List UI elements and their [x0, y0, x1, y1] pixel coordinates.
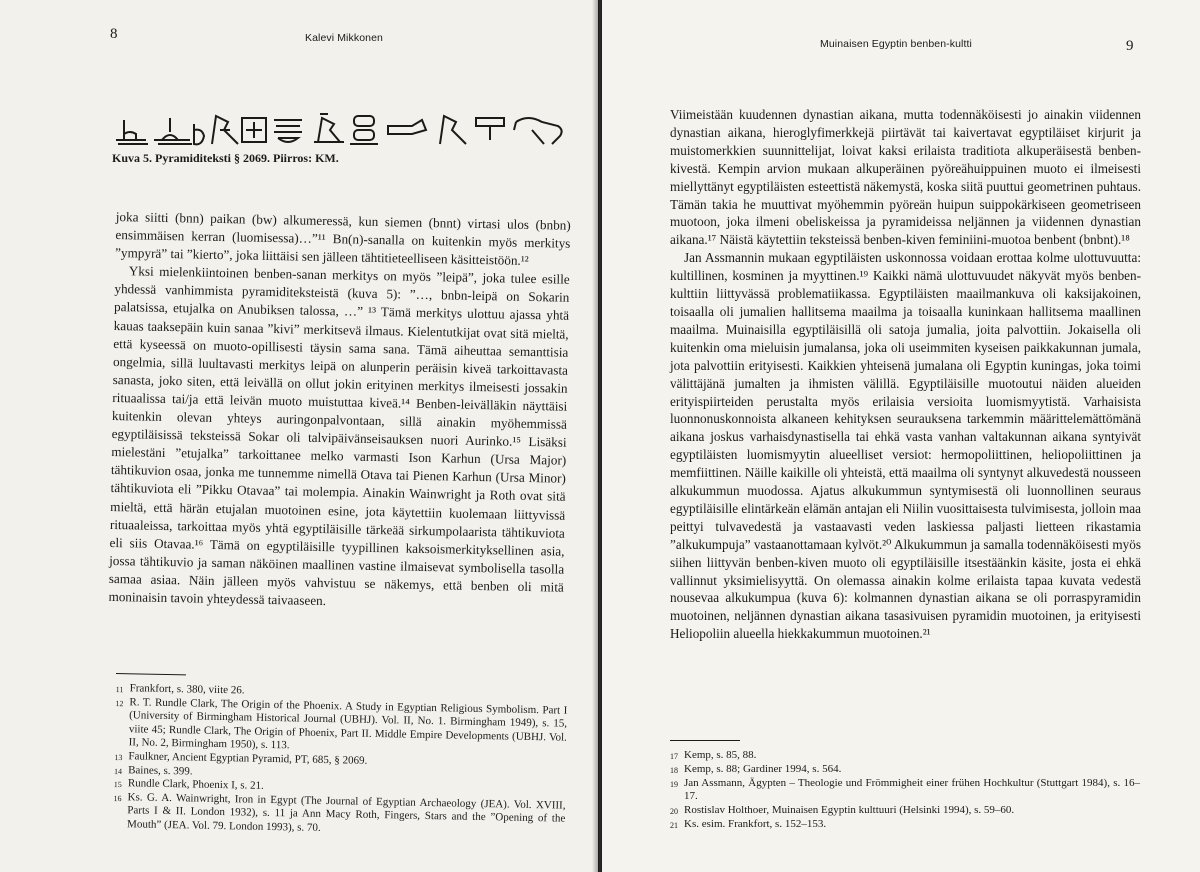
right-page [602, 0, 1200, 872]
footnote: 15 Rundle Clark, Phoenix I, s. 21. [113, 777, 264, 793]
footnote: 18 Kemp, s. 88; Gardiner 1994, s. 564. [670, 762, 842, 775]
footnote: 20 Rostislav Holthoer, Muinaisen Egyptin kulttuuri (Helsinki 1994), s. 59–60. [670, 804, 1015, 817]
paragraph: Jan Assmannin mukaan egyptiläisten uskonnossa voidaan erottaa kolme ulottuvuutta: kultillinen, kosminen ja myyttinen.¹⁹ Kaikki nämä ulottuvuudet näkyvät myös benben-kulttiin liittyvässä problematiikassa. Egyptiläisten maailmankuva oli kaksijakoinen, toisaalla oli jumalien hallitsema maailma ja toisaalla kuninkaan hallitsema maallinen maailma. Muinaisilla egyptiläisillä oli satoja jumalia, joita palvottiin. Jokaisella oli kuitenkin oma mieluisin jumalansa, joka oli useimmiten kyseisen paikkakunnan jumala, jota palvottiin erityisesti. Kaikkien yhteisenä jumalana oli Egyptin kuningas, joka toimi välittäjänä jumalten ja ihmisten välillä. Egyptiläisille muotoutui näiden alueiden erityispiirteiden perustalta myös erilaisia versioita luomismyytistä. Varhaisista luonnonuskonnoista alkaneen kehityksen seurauksena tarkemmin määrittelemättömänä aikana joskus varhaisdynastisella tai ehkä vasta vanhan valtakunnan aikana syntyivät egyptiläisten luomismyytin alueelliset versiot: hermopoliittinen, heliopoliittinen ja memfiittinen. Näille kaikille oli yhteistä, että maailma oli syntynyt alkuvedestä nousseen alkukummun muodossa. Ajatus alkukummun syntymisestä oli luonnollinen seuraus egyptiläisille elintärkeän elämän antajan eli Niilin vuosittaisesta tulvimisesta, jolloin maa peittyi tulvavedestä ja vastaavasti veden laskiessa paljasti lietteen rikastamia ”alkukumpuja” vastaanottamaan kylvöt.²⁰ Alkukummun ja samalla todennäköisesti myös siihen liittyvän benben-kiven muoto oli egyptiläisille itsestäänkin käsite, josta ei ehkä vallinnut yksimielisyyttä. On olemassa ainakin kolme erilaista tapaa kuvata vedestä nousevaa alkukumpua (kuva 6): kolmannen dynastian aikana se oli porraspyramidin muotoinen, neljännen dynastian aikana tasasivuisen pyramidin muotoinen, ja erityisesti Heliopoliin alueella hiekkakummun muotoinen.²¹ [670, 250, 1141, 642]
paragraph: joka siitti (bnn) paikan (bw) alkumeressä, kun siemen (bnnt) virtasi ulos (bnbn) ensimmäisen kerran (luomisessa)…”¹¹ Bn(n)-sanalla on kuitenkin myös merkitys ”ympyrä” tai ”kierto”, joka liittäisi sen jälleen tähtitieteelliseen käsitteistöön.¹² [114, 208, 571, 269]
footnote: 17 Kemp, s. 85, 88. [670, 749, 757, 761]
paragraph: Yksi mielenkiintoinen benben-sanan merkitys on myös ”leipä”, joka tulee esille yhdessä vanhimmista pyramiditeksteistä (kuva 5): ”…, bnbn-leipä on Sokarin palatsissa, etujalka on Anubiksen talossa, …” ¹³ Tämä merkitys ulottuu ajassa yhtä kauas taaksepäin kuin sanaa ”kivi” merkitsevä ilmaus. Kielentutkijat ovat sitä mieltä, että kyseessä on muoto-opillisesti täysin sama sana. Tämä aiheuttaa semanttisia ongelmia, sillä luultavasti merkitys leipä on alunperin peräisin kiveä tarkoittavasta sanasta, joko siten, että leivällä on ollut jokin erityinen merkitys ilmeisesti jossakin rituaalissa tai/ja että leivän muoto muistuttaa kiveä.¹⁴ Benben-leivälläkin näyttäisi kuitenkin olevan yhteys auringonpalvontaan, sillä ainakin myöhemmissä egyptiläisissä teksteissä Sokar oli talvipäivänseisauksen nuori Aurinko.¹⁵ Lisäksi mielestäni ”etujalka” tarkoittanee melko varmasti Ison Karhun (Ursa Major) tähtikuvion osaa, jonka me tunnemme nimellä Otava tai Pienen Karhun (Ursa Minor) tähtikuviota eli ”Pikku Otavaa” tai molempia. Ainakin Wainwright ja Roth ovat sitä mieltä, että härän etujalan muotoinen esine, jota käytettiin kuolemaan liittyvissä rituaaleissa, tarkoittaa myös yhtä egyptiläisille tärkeää sirkumpolaarista tähtikuviota eli siis Otavaa.¹⁶ Tämä on egyptiläisille tyypillinen kaksoismerkityksellinen asia, jossa tähtikuvio ja saman näköinen maallinen vastine ilmaisevat symbolisella tasolla samaa asiaa. Näin jälleen myös vahvistuu se näkemys, että benben oli mitä moninaisin tavoin yhteydessä taivaaseen. [108, 263, 570, 609]
running-head-right: Muinaisen Egyptin benben-kultti [820, 38, 972, 50]
left-page [0, 0, 598, 872]
running-head-left: Kalevi Mikkonen [305, 32, 383, 44]
hieroglyph-figure [112, 100, 572, 152]
page-number-left: 8 [110, 26, 118, 42]
footnote-rule [116, 673, 186, 675]
figure-caption: Kuva 5. Pyramiditeksti § 2069. Piirros: KM. [112, 151, 339, 165]
footnote: 12 R. T. Rundle Clark, The Origin of the Phoenix. A Study in Egyptian Religious Symbolism. Part I (University of Birmingham Historical Journal (UBHJ). Vol. II, No. 1. Birmingham 1949), s. 15, viite 45; Rundle Clark, The Origin of Phoenix, Part II. Middle Empire Developments (UBHJ. Vol. II, No. 2, Birmingham 1950), s. 113. [115, 695, 568, 752]
footnotes-right [670, 740, 1140, 832]
paragraph: Viimeistään kuudennen dynastian aikana, mutta todennäköisesti jo ainakin viidennen dynastian aikana, hieroglyfimerkkejä piirtävät tai kaivertavat egyptiläiset kirjurit ja muistomerkkien suunnittelijat, loivat kaksi erilaista traditiota alkuperäisestä benben-kivestä. Kempin arvion mukaan alkuperäinen pyöreähuippuinen muoto ei ilmeisesti miellyttänyt egyptiläisten esteettistä näkemystä, koska siitä puuttui geometrinen puhtaus. Tämän takia he muuttivat myöhemmin pyöreän huipun suippokärkiseen geometriseen muotoon, joka ilmeni obeliskeissa ja pyramideissa neljännen ja viidennen dynastian aikana.¹⁷ Näistä käytettiin teksteissä benben-kiven feminiini-muotoa benbent (bnbnt).¹⁸ [670, 107, 1141, 248]
footnote: 14 Baines, s. 399. [114, 763, 193, 778]
footnotes-left [113, 673, 568, 840]
footnote: 16 Ks. G. A. Wainwright, Iron in Egypt (The Journal of Egyptian Archaeology (JEA). Vol. XVIII, Parts I & II. London 1932), s. 11 ja Ann Macy Roth, Fingers, Stars and the ”Opening of the Mouth” (JEA. Vol. 79. London 1993), s. 70. [113, 790, 566, 834]
left-body-text [108, 208, 571, 615]
right-body-text [670, 106, 1141, 643]
page-number-right: 9 [1126, 38, 1134, 54]
footnote: 19 Jan Assmann, Ägypten – Theologie und Frömmigheit einer frühen Hochkultur (Stuttgart 1984), s. 16–17. [670, 776, 1140, 803]
footnote: 21 Ks. esim. Frankfort, s. 152–153. [670, 817, 827, 830]
footnote-rule [670, 740, 740, 741]
footnote: 13 Faulkner, Ancient Egyptian Pyramid, PT, 685, § 2069. [114, 750, 368, 767]
footnote: 11 Frankfort, s. 380, viite 26. [115, 682, 245, 697]
